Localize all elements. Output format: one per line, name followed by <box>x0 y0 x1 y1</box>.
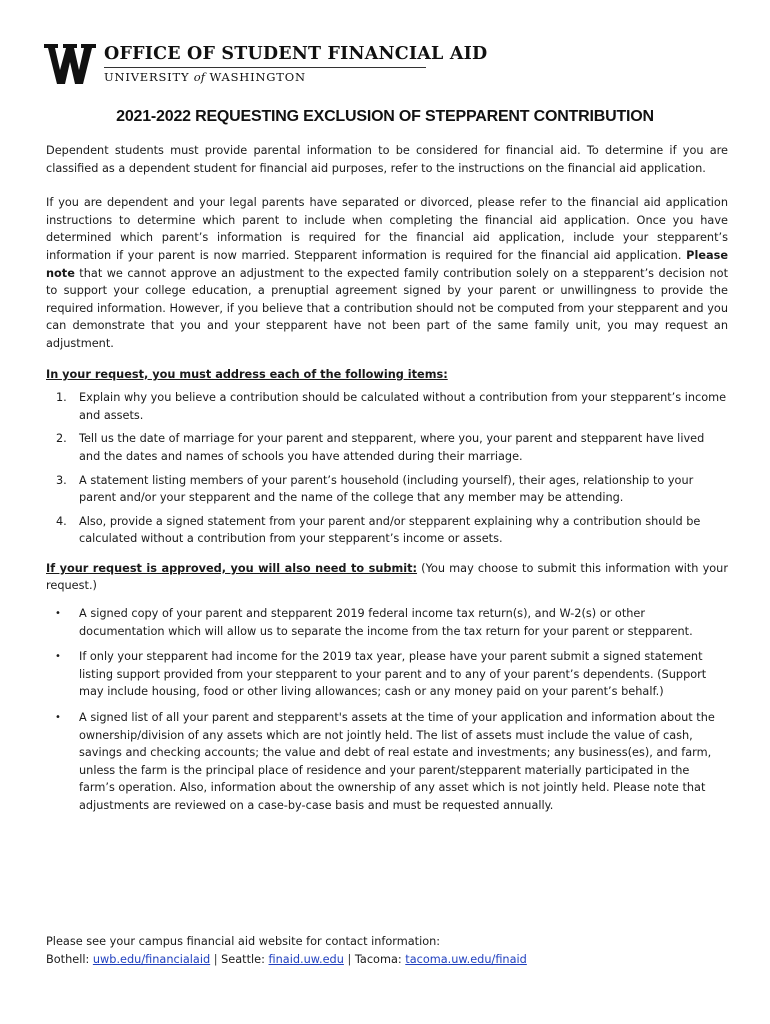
footer-links: Bothell: uwb.edu/financialaid | Seattle: finaid.uw.edu | Tacoma: tacoma.uw.edu/finaid <box>46 953 527 966</box>
bullet-icon: • <box>55 651 61 663</box>
list-item: 4. Also, provide a signed statement from your parent and/or stepparent explaining why a contribution should be calculated without a contribution from your stepparent’s income or assets. <box>56 514 701 546</box>
approved-intro: If your request is approved, you will also need to submit: (You may choose to submit this information with your request.) <box>46 561 728 593</box>
list-item: • A signed copy of your parent and stepparent 2019 federal income tax return(s), and W-2(s) or other documentation which will allow us to separate the income from the tax return for your parent or stepparent. <box>55 607 693 638</box>
bullet-icon: • <box>55 608 61 620</box>
stepparent-paragraph: If you are dependent and your legal parents have separated or divorced, please refer to the financial aid application instructions to determine which parent to include when completing the financial aid application. Once you have determined which parent’s information is required for the financial aid application, include your stepparent’s information if your parent is now married. Stepparent information is required for the financial aid application. Please note that we cannot approve an adjustment to the expected family contribution solely on a stepparent’s decision not to support your college education, a prenuptial agreement signed by your parent or unwillingness to provide the required information. However, if you believe that a contribution should not be computed from your stepparent and you can demonstrate that you and your stepparent have not been part of the same family unit, you may request an adjustment. <box>46 196 728 350</box>
requirements-list <box>46 389 728 548</box>
logo-divider <box>104 67 426 68</box>
footer-line1: Please see your campus financial aid website for contact information: <box>46 935 441 948</box>
approved-list <box>46 605 728 815</box>
requirements-heading: In your request, you must address each of the following items: <box>46 367 448 381</box>
bothell-link[interactable]: uwb.edu/financialaid <box>92 953 211 966</box>
list-item: 2. Tell us the date of marriage for your parent and stepparent, where you, your parent and stepparent have lived and the dates and names of schools you have attended during their marriage. <box>56 432 705 463</box>
seattle-link[interactable]: finaid.uw.edu <box>268 953 344 966</box>
list-item: 3. A statement listing members of your parent’s household (including yourself), their ages, relationship to your parent and/or your stepparent and the name of the college that any member may be attending. <box>56 473 694 505</box>
page-title: 2021-2022 REQUESTING EXCLUSION OF STEPPARENT CONTRIBUTION <box>116 108 654 125</box>
university-name: UNIVERSITY of WASHINGTON <box>104 70 306 84</box>
tacoma-link[interactable]: tacoma.uw.edu/finaid <box>405 953 527 966</box>
uw-w-logo-icon <box>44 44 96 84</box>
list-item: • A signed list of all your parent and stepparent's assets at the time of your application and information about the ownership/division of any assets which are not jointly held. The list of assets must include the value of cash, savings and checking accounts; the value and debt of real estate and investments; any business(es), and farm, unless the farm is the principal place of residence and your parent/stepparent materially participated in the farm’s operation. Also, information about the ownership of any asset which is not jointly held. Please note that adjustments are reviewed on a case-by-case basis and must be requested annually. <box>55 711 715 812</box>
office-name: OFFICE OF STUDENT FINANCIAL AID <box>104 44 488 64</box>
uw-sfa-logo <box>44 44 488 90</box>
list-item: 1. Explain why you believe a contribution should be calculated without a contribution from your stepparent’s income and assets. <box>56 391 727 422</box>
please-note: Please note <box>46 248 728 280</box>
approved-heading: If your request is approved, you will also need to submit: <box>46 561 418 575</box>
document-body <box>46 142 728 823</box>
contact-footer <box>46 933 527 969</box>
bullet-icon: • <box>55 712 61 724</box>
intro-paragraph: Dependent students must provide parental information to be considered for financial aid. To determine if you are classified as a dependent student for financial aid purposes, refer to the instructions on the financial aid application. <box>46 144 728 175</box>
list-item: • If only your stepparent had income for the 2019 tax year, please have your parent submit a signed statement listing support provided from your stepparent to your parent and to any of your parent’s dependents. (Support may include housing, food or other living allowances; cash or any money paid on your parent’s behalf.) <box>55 650 707 699</box>
